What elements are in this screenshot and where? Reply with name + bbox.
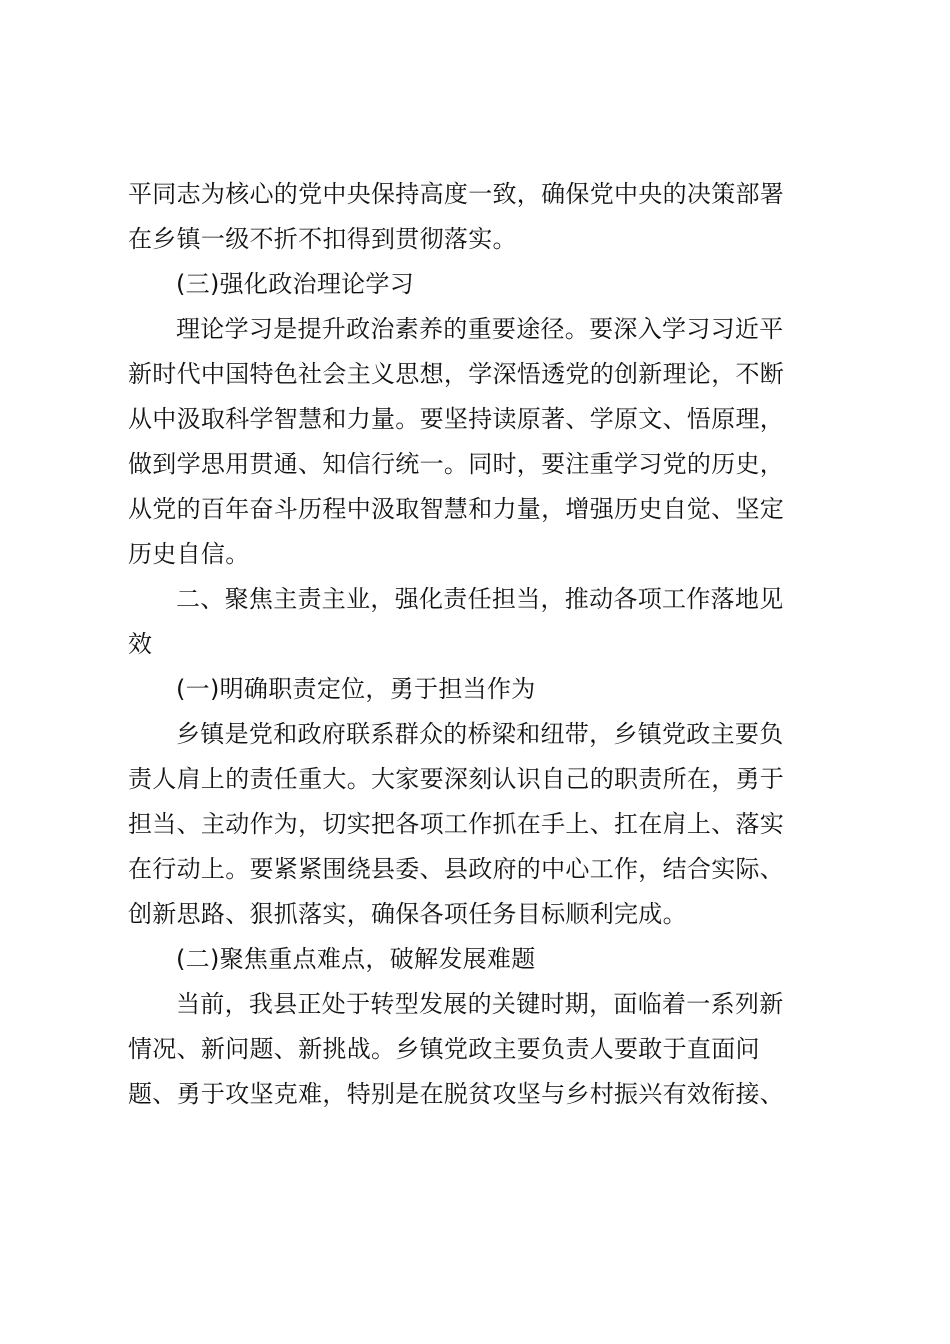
text-line: 情况、新问题、新挑战。乡镇党政主要负责人要敢于直面问 — [128, 1035, 760, 1063]
text-line: 创新思路、狠抓落实，确保各项任务目标顺利完成。 — [128, 900, 687, 928]
text-line: 在乡镇一级不折不扣得到贯彻落实。 — [128, 225, 517, 253]
text-line: 新时代中国特色社会主义思想，学深悟透党的创新理论，不断 — [128, 360, 785, 388]
text-line: 历史自信。 — [128, 540, 250, 568]
text-line: 题、勇于攻坚克难，特别是在脱贫攻坚与乡村振兴有效衔接、 — [128, 1080, 785, 1108]
text-line: 担当、主动作为，切实把各项工作抓在手上、扛在肩上、落实 — [128, 810, 785, 838]
chapter-heading: 二、聚焦主责主业，强化责任担当，推动各项工作落地见 — [176, 585, 784, 613]
text-line: 平同志为核心的党中央保持高度一致，确保党中央的决策部署 — [128, 180, 785, 208]
text-line: 做到学思用贯通、知信行统一。同时，要注重学习党的历史， — [128, 450, 785, 478]
text-line: 当前，我县正处于转型发展的关键时期，面临着一系列新 — [176, 990, 784, 1018]
text-line: 从党的百年奋斗历程中汲取智慧和力量，增强历史自觉、坚定 — [128, 495, 785, 523]
chapter-heading-cont: 效 — [128, 630, 153, 658]
text-line: 从中汲取科学智慧和力量。要坚持读原著、学原文、悟原理， — [128, 405, 785, 433]
text-line: 理论学习是提升政治素养的重要途径。要深入学习习近平 — [176, 315, 784, 343]
section-heading: (二)聚焦重点难点，破解发展难题 — [176, 945, 536, 973]
text-line: 在行动上。要紧紧围绕县委、县政府的中心工作，结合实际、 — [128, 855, 785, 883]
section-heading: (三)强化政治理论学习 — [176, 270, 415, 298]
section-heading: (一)明确职责定位，勇于担当作为 — [176, 675, 536, 703]
text-line: 乡镇是党和政府联系群众的桥梁和纽带，乡镇党政主要负 — [176, 720, 784, 748]
text-line: 责人肩上的责任重大。大家要深刻认识自己的职责所在，勇于 — [128, 765, 785, 793]
